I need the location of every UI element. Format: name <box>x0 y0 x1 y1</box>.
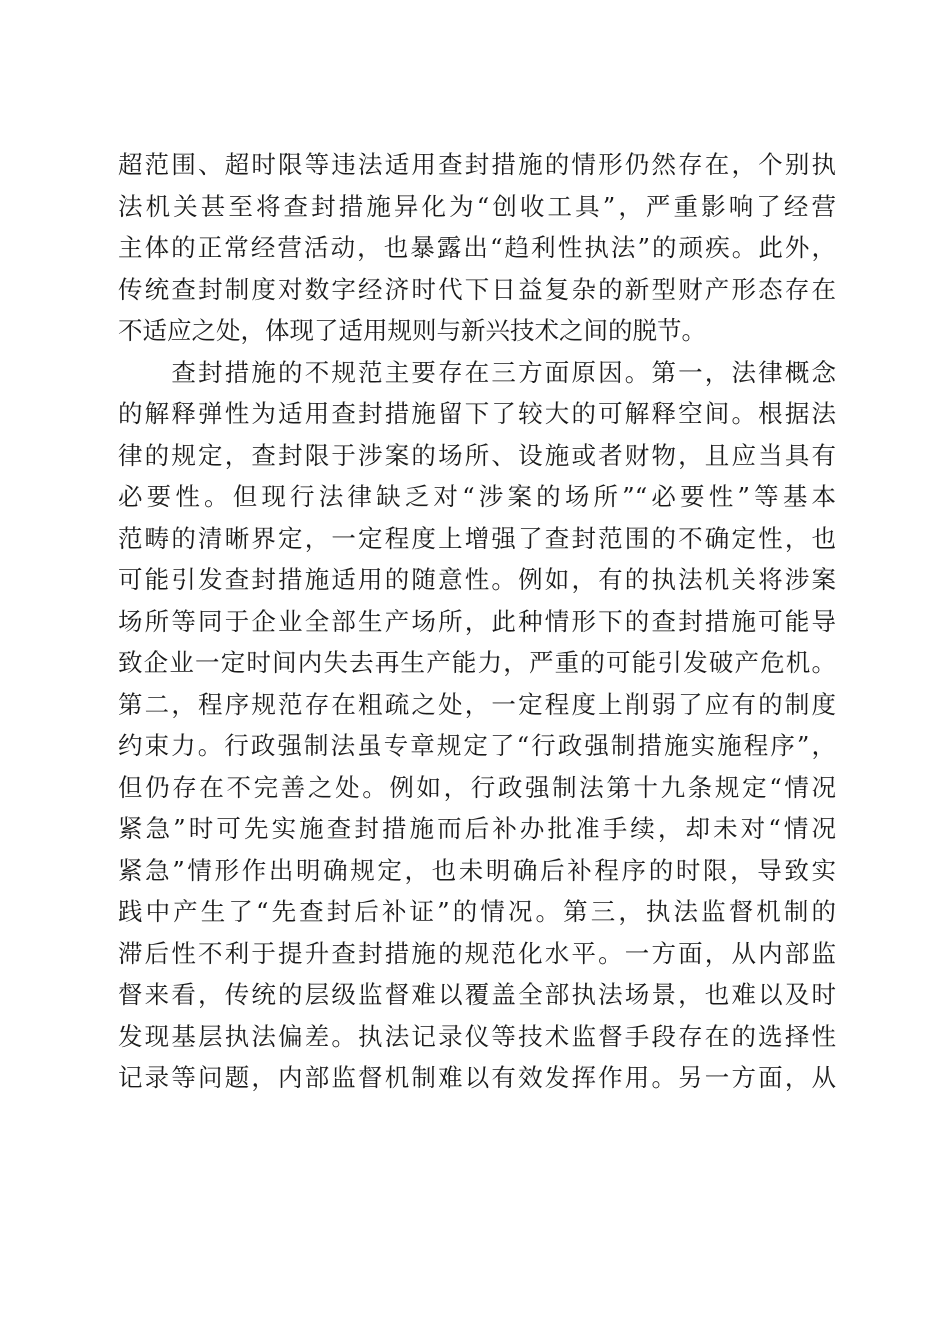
text-line: 督来看，传统的层级监督难以覆盖全部执法场景，也难以及时 <box>118 980 836 1009</box>
text-line: 超范围、超时限等违法适用查封措施的情形仍然存在，个别执 <box>118 150 836 179</box>
text-line: 范畴的清晰界定，一定程度上增强了查封范围的不确定性，也 <box>118 523 836 553</box>
text-line: 致企业一定时间内失去再生产能力，严重的可能引发破产危机。 <box>118 648 836 677</box>
text-line: 不适应之处，体现了适用规则与新兴技术之间的脱节。 <box>118 316 706 345</box>
text-line: 主体的正常经营活动，也暴露出“趋利性执法”的顽疾。此外， <box>118 233 836 262</box>
text-line: 律的规定，查封限于涉案的场所、设施或者财物，且应当具有 <box>118 440 836 470</box>
text-line: 场所等同于企业全部生产场所，此种情形下的查封措施可能导 <box>118 606 836 636</box>
text-line: 紧急”情形作出明确规定，也未明确后补程序的时限，导致实 <box>118 855 836 885</box>
text-line: 发现基层执法偏差。执法记录仪等技术监督手段存在的选择性 <box>118 1021 836 1051</box>
text-line: 必要性。但现行法律缺乏对“涉案的场所”“必要性”等基本 <box>118 482 836 511</box>
text-line: 紧急”时可先实施查封措施而后补办批准手续，却未对“情况 <box>118 814 836 843</box>
text-line: 传统查封制度对数字经济时代下日益复杂的新型财产形态存在 <box>118 274 836 304</box>
text-line: 的解释弹性为适用查封措施留下了较大的可解释空间。根据法 <box>118 399 836 428</box>
text-line: 约束力。行政强制法虽专章规定了“行政强制措施实施程序”， <box>118 731 836 760</box>
text-line: 滞后性不利于提升查封措施的规范化水平。一方面，从内部监 <box>118 938 836 968</box>
text-line: 践中产生了“先查封后补证”的情况。第三，执法监督机制的 <box>118 897 836 926</box>
text-line: 法机关甚至将查封措施异化为“创收工具”，严重影响了经营 <box>118 191 836 221</box>
text-line: 但仍存在不完善之处。例如，行政强制法第十九条规定“情况 <box>118 772 836 802</box>
body-text <box>118 144 836 1099</box>
text-line: 记录等问题，内部监督机制难以有效发挥作用。另一方面，从 <box>118 1063 836 1092</box>
text-line: 第二，程序规范存在粗疏之处，一定程度上削弱了应有的制度 <box>118 689 836 719</box>
text-line: 可能引发查封措施适用的随意性。例如，有的执法机关将涉案 <box>118 565 836 594</box>
text-line: 查封措施的不规范主要存在三方面原因。第一，法律概念 <box>118 357 836 387</box>
